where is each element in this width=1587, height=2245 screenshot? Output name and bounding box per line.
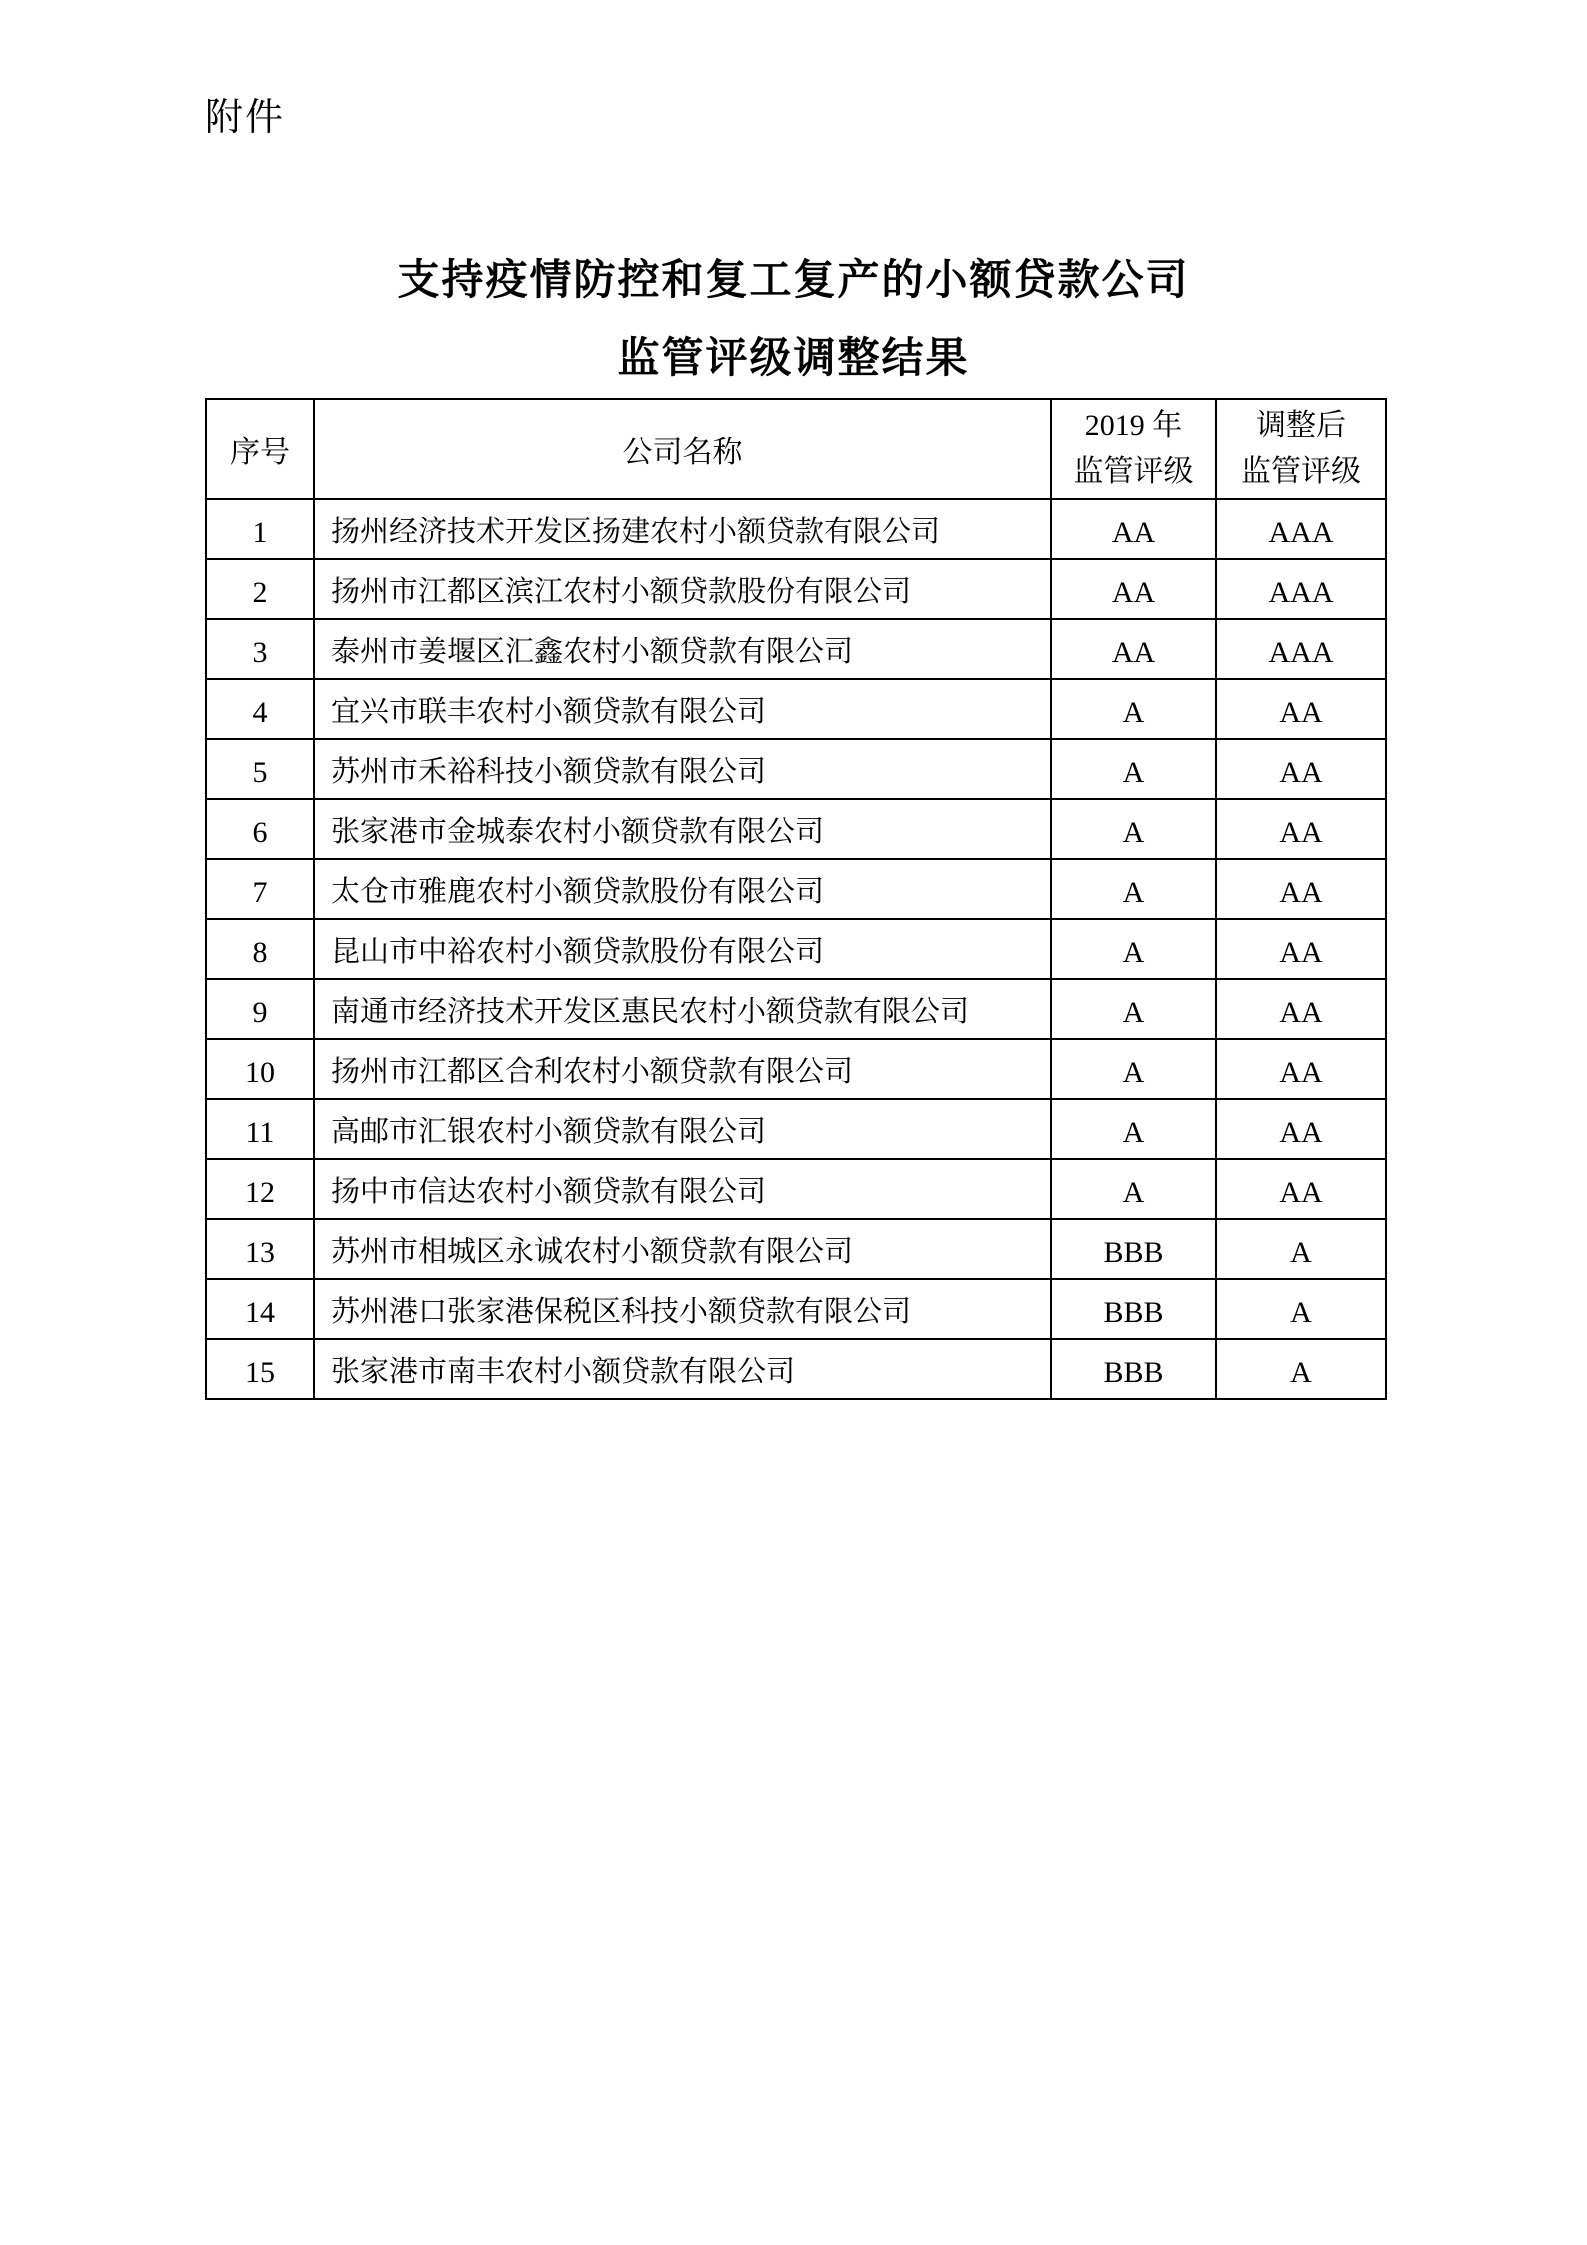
rating-adjusted-cell: AA bbox=[1216, 919, 1386, 979]
row-index-cell: 10 bbox=[206, 1039, 314, 1099]
rating-2019-cell: A bbox=[1051, 679, 1216, 739]
rating-adjusted-cell: A bbox=[1216, 1279, 1386, 1339]
row-index-cell: 9 bbox=[206, 979, 314, 1039]
row-index-cell: 8 bbox=[206, 919, 314, 979]
document-title-line1: 支持疫情防控和复工复产的小额贷款公司 bbox=[397, 258, 1190, 304]
company-name-cell: 张家港市南丰农村小额贷款有限公司 bbox=[314, 1339, 1051, 1399]
rating-adjusted-cell: AA bbox=[1216, 1099, 1386, 1159]
rating-adjusted-cell: AA bbox=[1216, 799, 1386, 859]
company-name-cell: 南通市经济技术开发区惠民农村小额贷款有限公司 bbox=[314, 979, 1051, 1039]
company-name-cell: 扬州市江都区合利农村小额贷款有限公司 bbox=[314, 1039, 1051, 1099]
table-row bbox=[206, 1099, 1386, 1159]
company-name-cell: 张家港市金城泰农村小额贷款有限公司 bbox=[314, 799, 1051, 859]
rating-2019-cell: A bbox=[1051, 979, 1216, 1039]
row-index-cell: 6 bbox=[206, 799, 314, 859]
header-index bbox=[206, 399, 314, 499]
table-row bbox=[206, 559, 1386, 619]
company-name-cell: 扬州市江都区滨江农村小额贷款股份有限公司 bbox=[314, 559, 1051, 619]
header-company bbox=[314, 399, 1051, 499]
row-index-cell: 5 bbox=[206, 739, 314, 799]
row-index-cell: 2 bbox=[206, 559, 314, 619]
table-body bbox=[206, 499, 1386, 1399]
company-name-cell: 泰州市姜堰区汇鑫农村小额贷款有限公司 bbox=[314, 619, 1051, 679]
header-rating-adjusted-line2: 监管评级 bbox=[1241, 455, 1361, 488]
rating-adjusted-cell: AA bbox=[1216, 739, 1386, 799]
rating-adjusted-cell: AAA bbox=[1216, 499, 1386, 559]
rating-2019-cell: BBB bbox=[1051, 1219, 1216, 1279]
row-index-cell: 1 bbox=[206, 499, 314, 559]
company-name-cell: 苏州港口张家港保税区科技小额贷款有限公司 bbox=[314, 1279, 1051, 1339]
company-name-cell: 宜兴市联丰农村小额贷款有限公司 bbox=[314, 679, 1051, 739]
rating-table bbox=[205, 398, 1387, 1400]
attachment-label: 附件 bbox=[205, 97, 286, 139]
row-index-cell: 12 bbox=[206, 1159, 314, 1219]
company-name-cell: 扬中市信达农村小额贷款有限公司 bbox=[314, 1159, 1051, 1219]
rating-adjusted-cell: AA bbox=[1216, 859, 1386, 919]
rating-adjusted-cell: AAA bbox=[1216, 559, 1386, 619]
row-index-cell: 4 bbox=[206, 679, 314, 739]
rating-2019-cell: BBB bbox=[1051, 1339, 1216, 1399]
row-index-cell: 7 bbox=[206, 859, 314, 919]
company-name-cell: 苏州市相城区永诚农村小额贷款有限公司 bbox=[314, 1219, 1051, 1279]
table-row bbox=[206, 499, 1386, 559]
document-title-line2: 监管评级调整结果 bbox=[617, 336, 970, 382]
rating-2019-cell: A bbox=[1051, 739, 1216, 799]
header-rating-2019 bbox=[1051, 399, 1216, 499]
rating-2019-cell: A bbox=[1051, 799, 1216, 859]
row-index-cell: 11 bbox=[206, 1099, 314, 1159]
header-company-label: 公司名称 bbox=[622, 436, 743, 469]
company-name-cell: 昆山市中裕农村小额贷款股份有限公司 bbox=[314, 919, 1051, 979]
rating-2019-cell: A bbox=[1051, 1099, 1216, 1159]
company-name-cell: 高邮市汇银农村小额贷款有限公司 bbox=[314, 1099, 1051, 1159]
rating-adjusted-cell: AA bbox=[1216, 979, 1386, 1039]
rating-adjusted-cell: AA bbox=[1216, 679, 1386, 739]
rating-adjusted-cell: A bbox=[1216, 1219, 1386, 1279]
row-index-cell: 15 bbox=[206, 1339, 314, 1399]
rating-adjusted-cell: AA bbox=[1216, 1039, 1386, 1099]
rating-2019-cell: AA bbox=[1051, 499, 1216, 559]
table-row bbox=[206, 799, 1386, 859]
rating-2019-cell: AA bbox=[1051, 559, 1216, 619]
table-row bbox=[206, 859, 1386, 919]
company-name-cell: 扬州经济技术开发区扬建农村小额贷款有限公司 bbox=[314, 499, 1051, 559]
table-row bbox=[206, 1279, 1386, 1339]
rating-2019-cell: A bbox=[1051, 1039, 1216, 1099]
table-row bbox=[206, 739, 1386, 799]
rating-2019-cell: BBB bbox=[1051, 1279, 1216, 1339]
table-row bbox=[206, 1039, 1386, 1099]
header-rating-adjusted bbox=[1216, 399, 1386, 499]
rating-adjusted-cell: AAA bbox=[1216, 619, 1386, 679]
rating-adjusted-cell: A bbox=[1216, 1339, 1386, 1399]
rating-adjusted-cell: AA bbox=[1216, 1159, 1386, 1219]
table-row bbox=[206, 1339, 1386, 1399]
table-header bbox=[206, 399, 1386, 499]
table-row bbox=[206, 619, 1386, 679]
header-rating-2019-line1: 2019 年 bbox=[1084, 408, 1183, 442]
table-row bbox=[206, 1219, 1386, 1279]
table-row bbox=[206, 919, 1386, 979]
row-index-cell: 14 bbox=[206, 1279, 314, 1339]
rating-2019-cell: AA bbox=[1051, 619, 1216, 679]
rating-2019-cell: A bbox=[1051, 1159, 1216, 1219]
row-index-cell: 3 bbox=[206, 619, 314, 679]
rating-2019-cell: A bbox=[1051, 859, 1216, 919]
header-index-label: 序号 bbox=[230, 436, 290, 469]
company-name-cell: 太仓市雅鹿农村小额贷款股份有限公司 bbox=[314, 859, 1051, 919]
header-rating-adjusted-line1: 调整后 bbox=[1256, 408, 1346, 442]
header-rating-2019-line2: 监管评级 bbox=[1073, 455, 1194, 488]
table-row bbox=[206, 979, 1386, 1039]
company-name-cell: 苏州市禾裕科技小额贷款有限公司 bbox=[314, 739, 1051, 799]
table-row bbox=[206, 1159, 1386, 1219]
rating-2019-cell: A bbox=[1051, 919, 1216, 979]
row-index-cell: 13 bbox=[206, 1219, 314, 1279]
table-row bbox=[206, 679, 1386, 739]
